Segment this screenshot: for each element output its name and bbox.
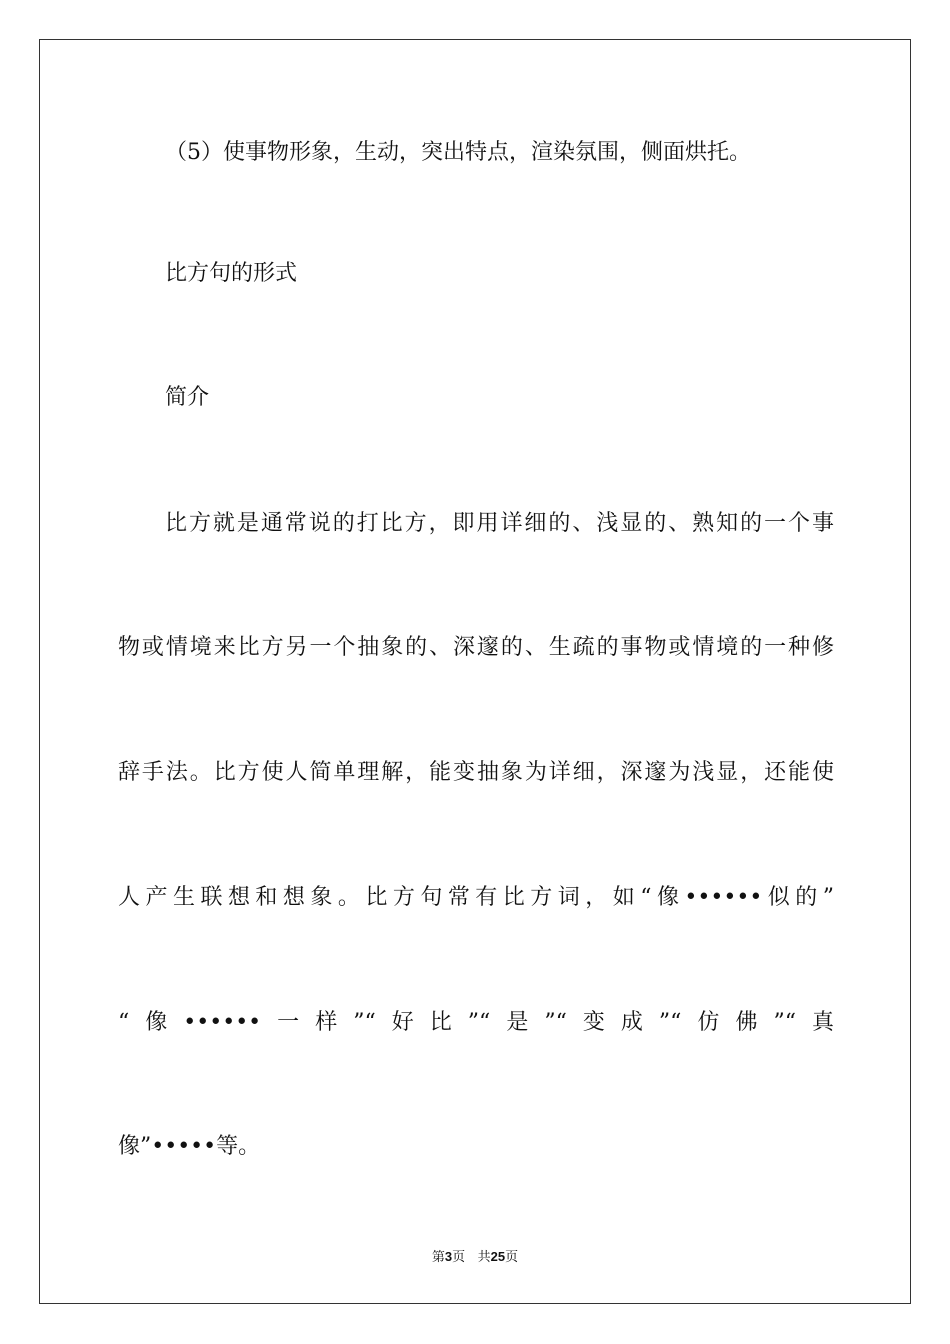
paragraph-line-7: 像”•••••等。 — [118, 1134, 261, 1159]
page-border — [39, 39, 911, 1304]
paragraph-line-2: 比方就是通常说的打比方，即用详细的、浅显的、熟知的一个事 — [165, 511, 834, 536]
paragraph-line-5: 人产生联想和想象。比方句常有比方词，如“像••••••似的” — [118, 885, 834, 910]
paragraph-line-4: 辞手法。比方使人简单理解，能变抽象为详细，深邃为浅显，还能使 — [118, 760, 834, 785]
page-footer — [0, 1248, 950, 1267]
paragraph-line-6: “像••••••一样”“好比”“是”“变成”“仿佛”“真 — [118, 1010, 834, 1035]
paragraph-line-1: （5）使事物形象，生动，突出特点，渲染氛围，侧面烘托。 — [165, 140, 751, 165]
total-pages-number: 25 — [490, 1249, 506, 1264]
subsection-heading: 简介 — [165, 385, 210, 410]
page-label-prefix: 第 — [431, 1250, 445, 1265]
total-label-prefix: 共 — [477, 1250, 491, 1265]
current-page-number: 3 — [444, 1249, 453, 1264]
total-label-suffix: 页 — [505, 1250, 519, 1265]
paragraph-line-3: 物或情境来比方另一个抽象的、深邃的、生疏的事物或情境的一种修 — [118, 635, 834, 660]
page-label-suffix: 页 — [452, 1250, 466, 1265]
section-heading: 比方句的形式 — [165, 261, 298, 286]
